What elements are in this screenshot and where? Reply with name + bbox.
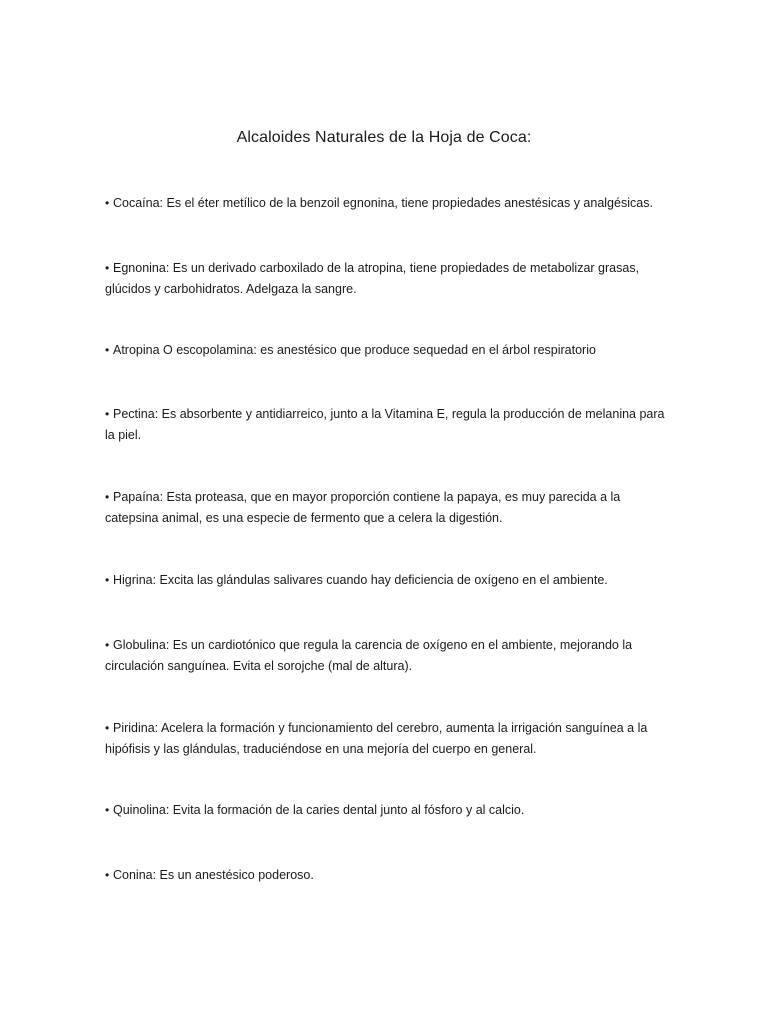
item-text: Piridina: Acelera la formación y funcionamiento del cerebro, aumenta la irrigación sanguínea a la hipófisis y las glándulas, traduciéndose en una mejoría del cuerpo en general. <box>105 721 648 756</box>
item-text: Cocaína: Es el éter metílico de la benzoil egnonina, tiene propiedades anestésicas y analgésicas. <box>113 196 653 210</box>
item-text: Egnonina: Es un derivado carboxilado de la atropina, tiene propiedades de metabolizar grasas, glúcidos y carbohidratos. Adelgaza la sangre. <box>105 261 640 296</box>
list-item <box>105 718 665 759</box>
item-text: Higrina: Excita las glándulas salivares cuando hay deficiencia de oxígeno en el ambiente. <box>113 573 608 587</box>
list-item <box>105 258 665 299</box>
bullet-marker: • <box>105 721 110 735</box>
item-text: Globulina: Es un cardiotónico que regula la carencia de oxígeno en el ambiente, mejorando la circulación sanguínea. Evita el sorojche (mal de altura). <box>105 638 633 673</box>
item-text: Papaína: Esta proteasa, que en mayor proporción contiene la papaya, es muy parecida a la catepsina animal, es una especie de fermento que a celera la digestión. <box>105 490 621 525</box>
bullet-marker: • <box>105 196 110 210</box>
item-text: Conina: Es un anestésico poderoso. <box>113 868 314 882</box>
list-item <box>105 404 665 445</box>
list-item <box>105 570 665 591</box>
list-item <box>105 865 665 886</box>
bullet-marker: • <box>105 407 110 421</box>
list-item <box>105 800 665 821</box>
bullet-marker: • <box>105 803 110 817</box>
list-item <box>105 487 665 528</box>
bullet-marker: • <box>105 868 110 882</box>
item-text: Atropina O escopolamina: es anestésico que produce sequedad en el árbol respiratorio <box>113 343 596 357</box>
bullet-marker: • <box>105 573 110 587</box>
list-item <box>105 193 665 214</box>
list-item <box>105 635 665 676</box>
list-item <box>105 340 665 361</box>
bullet-marker: • <box>105 638 110 652</box>
bullet-marker: • <box>105 343 110 357</box>
item-text: Pectina: Es absorbente y antidiarreico, junto a la Vitamina E, regula la producción de melanina para la piel. <box>105 407 665 442</box>
bullet-marker: • <box>105 490 110 504</box>
item-text: Quinolina: Evita la formación de la caries dental junto al fósforo y al calcio. <box>113 803 525 817</box>
document-title: Alcaloides Naturales de la Hoja de Coca: <box>236 129 532 146</box>
bullet-marker: • <box>105 261 110 275</box>
